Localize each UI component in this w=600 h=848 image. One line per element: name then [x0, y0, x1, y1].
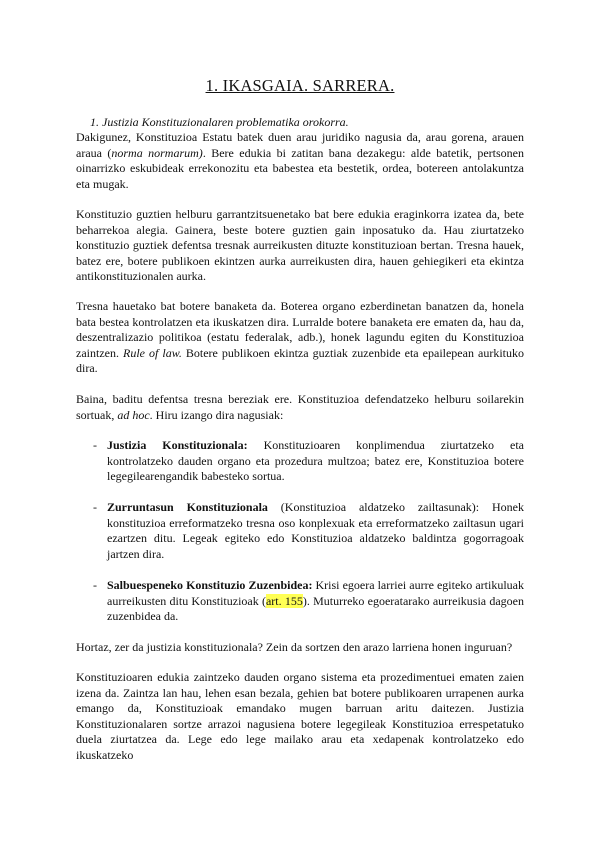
list-item-text: (Konstituzioa aldatzeko zailtasunak): Honek konstituzioa erreformatzeko tresna oso konplexuak eta erreformatzeko zailtasun ugari ezartzen ditu. Legeak egiteko edo Konstituzioa aldatzeko baldintza gogorragoak jartzen dira.	[107, 500, 525, 561]
paragraph-1	[76, 130, 524, 192]
paragraph-4-emphasis: ad hoc	[117, 407, 150, 422]
list-item	[93, 438, 524, 485]
paragraph-1-text-a: Dakigunez, Konstituzioa Estatu batek duen arau juridiko nagusia da, arau gorena, arauen araua (	[76, 130, 524, 160]
paragraph-4-text-b: . Hiru izango dira nagusiak:	[149, 407, 284, 422]
paragraph-4-text-a: Baina, baditu defentsa tresna bereziak ere. Konstituzioa defendatzeko helburu soilarekin sortuak,	[76, 392, 524, 422]
page-title: 1. IKASGAIA. SARRERA.	[205, 76, 395, 95]
list-item-term: Zurruntasun Konstituzionala	[107, 500, 268, 514]
paragraph-5: Hortaz, zer da justizia konstituzionala? Zein da sortzen den arazo larriena honen inguruan?	[76, 640, 513, 654]
paragraph-3-emphasis: Rule of law.	[123, 345, 182, 360]
paragraph-1-text-b: . Bere edukia bi zatitan bana dezakegu: alde batetik, pertsonen oinarrizko eskubideak errekonozitu eta babestea eta bestetik, ordea, botereen antolakuntza eta mugak.	[76, 145, 524, 191]
paragraph-1-emphasis: norma normarum)	[111, 145, 203, 160]
highlighted-reference: art. 155	[265, 593, 303, 608]
list-bullet: -	[93, 578, 97, 592]
list-item-term: Salbuespeneko Konstituzio Zuzenbidea:	[107, 578, 313, 592]
list-item-text: Konstituzioaren konplimendua ziurtatzeko eta kontrolatzeko dauden organo eta prozedura multzoa; batez ere, Konstituzioa botere legegilearengandik babesteko sortua.	[107, 438, 524, 483]
list-bullet: -	[93, 500, 97, 514]
paragraph-4	[76, 392, 524, 423]
list-item	[93, 578, 524, 625]
list-item-text-b: ). Muturreko egoeratarako aurreikusia dagoen zuzenbidea da.	[107, 593, 525, 623]
paragraph-3-text-b: Botere publikoen ekintza guztiak zuzenbide eta epailepean aurkituko dira.	[76, 345, 524, 375]
list-bullet: -	[93, 438, 97, 452]
list-item-text-a: Krisi egoera larriei aurre egiteko artikuluak aurreikusten ditu Konstituzioak (	[107, 578, 524, 608]
paragraph-3-text-a: Tresna hauetako bat botere banaketa da. Boterea organo ezberdinetan banatzen da, honela bata bestea kontrolatzen eta ikuskatzen dira. Lurralde botere banaketa ere ematen da, hau da, deszentralizazio politikoa (estatu federalak, adb.), honek lagundu egiten du Konstituzioa zaintzen.	[76, 299, 524, 360]
paragraph-6: Konstituzioaren edukia zaintzeko dauden organo sistema eta prozedimentuei ematen zaien izena da. Zaintza lan hau, lehen esan bezala, gehien bat botere publikoaren urrapenen aurka emango da, Konstituzioak emandako mugen barruan aritu daitezen. Justizia Konstituzionalaren sortze arrazoi nagusiena botere legegileak Konstituzioa errespetatuko duela ziurtatzea da. Lege edo lege mailako arau eta xedapenak kontrolatzeko edo ikuskatzeko	[76, 670, 524, 762]
paragraph-2: Konstituzio guztien helburu garrantzitsuenetako bat bere edukia eraginkorra izatea da, bete beharrekoa alegia. Gainera, beste botere guztien gain inposatuko da. Hau ziurtatzeko konstituzio guztiek defentsa tresnak aurreikusten dituzte konstituzioan bertan. Tresna hauek, batez ere, botere publikoen ekintzen aurka aurreikusten dira, hauen gehiegikeri eta ekintza antikonstituzionalen aurka.	[76, 207, 524, 283]
section-heading: 1. Justizia Konstituzionalaren problematika orokorra.	[90, 115, 349, 129]
list-item-term: Justizia Konstituzionala:	[107, 438, 248, 452]
list-item	[93, 500, 524, 562]
paragraph-3	[76, 299, 524, 377]
